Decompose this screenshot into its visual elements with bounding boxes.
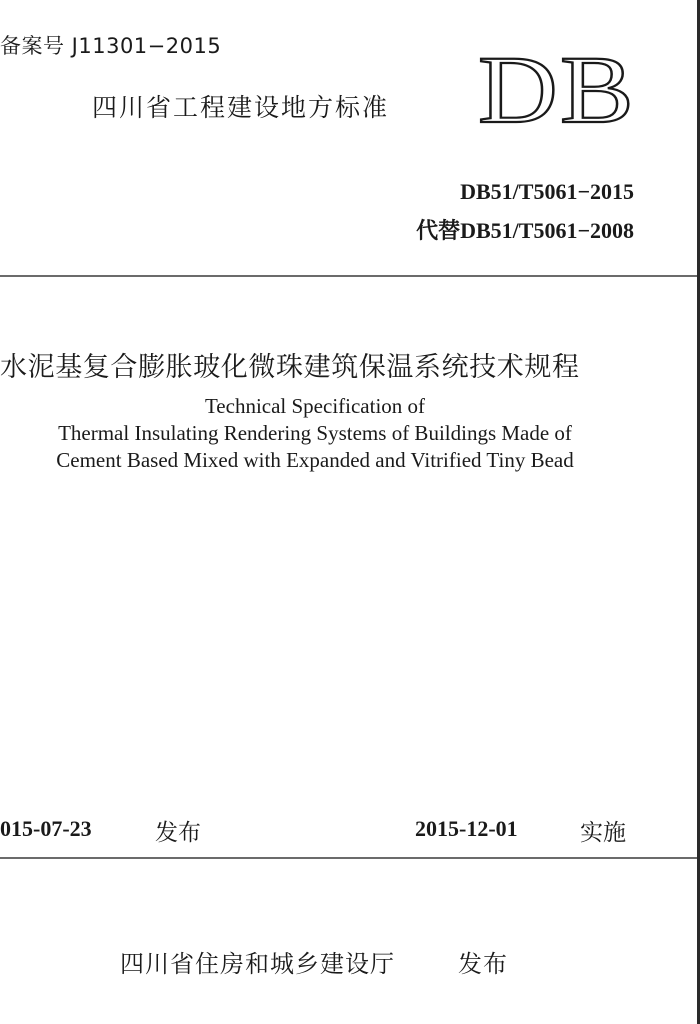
db-logo	[478, 44, 638, 134]
replaces-standard-number: 代替DB51/T5061−2008	[416, 218, 634, 243]
standard-category: 四川省工程建设地方标准	[92, 93, 390, 122]
title-english-line: Technical Specification of	[204, 394, 426, 418]
db-logo-text: DB	[478, 44, 636, 134]
divider-bottom	[0, 857, 700, 859]
issuing-action-label: 发布	[458, 950, 508, 978]
effective-label: 实施	[580, 820, 626, 846]
title-english-line: Thermal Insulating Rendering Systems of Buildings Made of	[58, 421, 572, 445]
publish-label: 发布	[155, 820, 201, 846]
standard-number: DB51/T5061−2015	[460, 179, 634, 204]
record-number: 备案号 J11301−2015	[0, 34, 222, 58]
divider-top	[0, 275, 700, 277]
issuing-organization: 四川省住房和城乡建设厅	[120, 950, 395, 978]
title-english-line: Cement Based Mixed with Expanded and Vitrified Tiny Bead	[56, 448, 574, 472]
publish-date: 015-07-23	[0, 816, 92, 841]
title-chinese: 水泥基复合膨胀玻化微珠建筑保温系统技术规程	[0, 352, 580, 383]
effective-date: 2015-12-01	[415, 816, 518, 841]
